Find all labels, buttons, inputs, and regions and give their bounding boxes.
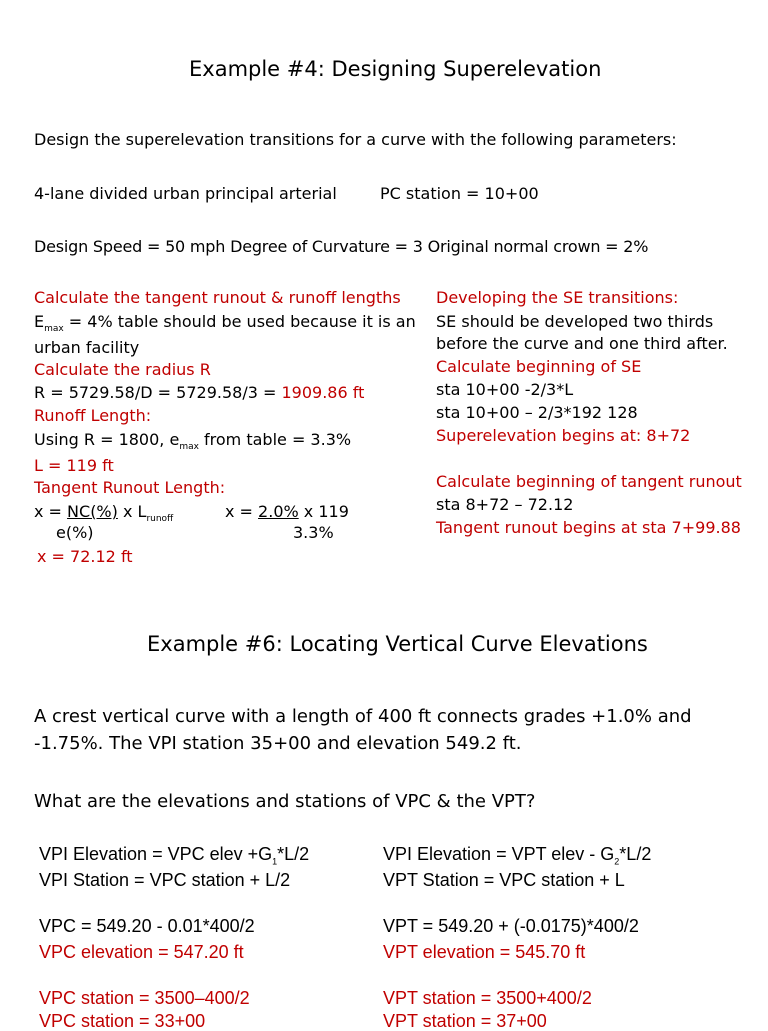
tangent-subscript: runoff	[146, 514, 174, 525]
station-calc-1: sta 10+00 -2/3*L	[436, 380, 574, 399]
vpi-elev-right-b: *L/2	[619, 844, 652, 864]
problem-line1: A crest vertical curve with a length of 400 ft connects grades +1.0% and	[34, 706, 692, 727]
problem-question: What are the elevations and stations of VPC & the VPT?	[34, 791, 536, 812]
superelevation-begins: Superelevation begins at: 8+72	[436, 426, 691, 445]
vpi-elevation-formula-right	[383, 844, 652, 867]
vpi-elev-left-sub: 1	[272, 856, 278, 867]
vpc-elevation-result: VPC elevation = 547.20 ft	[39, 942, 244, 962]
using-text-end: from table = 3.3%	[198, 430, 352, 449]
vpt-station-calculation: VPT station = 3500+400/2	[383, 988, 592, 1008]
design-parameters: Design Speed = 50 mph Degree of Curvature = 3 Original normal crown = 2%	[34, 237, 649, 256]
heading-beginning-runout: Calculate beginning of tangent runout	[436, 472, 742, 491]
tangent-numerator: NC(%)	[67, 502, 118, 521]
tangent-sub-times: x 119	[298, 502, 349, 521]
heading-developing-se: Developing the SE transitions:	[436, 288, 679, 307]
vpc-station-result: VPC station = 33+00	[39, 1011, 206, 1031]
radius-result: 1909.86 ft	[281, 383, 365, 402]
tangent-sub-denominator: 3.3%	[293, 523, 334, 542]
vpt-calculation: VPT = 549.20 + (-0.0175)*400/2	[383, 916, 639, 936]
station-calc-2: sta 10+00 – 2/3*192 128	[436, 403, 638, 422]
vpc-station-calculation: VPC station = 3500–400/2	[39, 988, 250, 1008]
example4-title: Example #4: Designing Superelevation	[189, 57, 602, 81]
using-radius	[34, 430, 352, 453]
se-development-line1: SE should be developed two thirds	[436, 312, 714, 331]
heading-tangent-runout: Tangent Runout Length:	[34, 478, 226, 497]
vpi-elev-right-sub: 2	[614, 856, 620, 867]
vpt-station-result: VPT station = 37+00	[383, 1011, 547, 1031]
vpi-station-formula: VPI Station = VPC station + L/2	[39, 870, 291, 890]
tangent-x: x =	[34, 502, 68, 521]
emax-statement	[34, 312, 416, 335]
emax-text: = 4% table should be used because it is an	[63, 312, 416, 331]
vpc-calculation: VPC = 549.20 - 0.01*400/2	[39, 916, 255, 936]
tangent-runout-begins: Tangent runout begins at sta 7+99.88	[436, 518, 741, 537]
tangent-substitution	[225, 504, 349, 520]
radius-calc	[34, 385, 364, 401]
emax-statement-cont: urban facility	[34, 338, 140, 357]
heading-radius: Calculate the radius R	[34, 360, 211, 379]
using-subscript: max	[179, 442, 199, 453]
tangent-formula	[34, 502, 174, 525]
problem-line2: -1.75%. The VPI station 35+00 and elevation 549.2 ft.	[34, 733, 522, 754]
example4-intro: Design the superelevation transitions for a curve with the following parameters:	[34, 130, 677, 149]
example6-title: Example #6: Locating Vertical Curve Elevations	[147, 632, 648, 656]
vpi-elev-left-a: VPI Elevation = VPC elev +G	[39, 844, 273, 864]
tangent-denominator: e(%)	[56, 523, 94, 542]
se-development-line2: before the curve and one third after.	[436, 334, 728, 353]
station-calc-3: sta 8+72 – 72.12	[436, 495, 574, 514]
radius-formula: R = 5729.58/D = 5729.58/3 =	[34, 383, 282, 402]
tangent-runout-result: x = 72.12 ft	[37, 547, 133, 566]
using-text: Using R = 1800, e	[34, 430, 180, 449]
vpi-elevation-formula-left	[39, 844, 310, 867]
pc-station: PC station = 10+00	[380, 184, 539, 203]
heading-beginning-se: Calculate beginning of SE	[436, 357, 642, 376]
facility-type: 4-lane divided urban principal arterial	[34, 184, 337, 203]
tangent-sub-x: x =	[225, 502, 259, 521]
heading-runoff-length: Runoff Length:	[34, 406, 152, 425]
vpi-elev-right-a: VPI Elevation = VPT elev - G	[383, 844, 615, 864]
emax-symbol: E	[34, 312, 45, 331]
runoff-length-result: L = 119 ft	[34, 456, 114, 475]
vpi-elev-left-b: *L/2	[277, 844, 310, 864]
tangent-sub-numerator: 2.0%	[258, 502, 299, 521]
emax-subscript: max	[44, 324, 64, 335]
vpt-station-formula: VPT Station = VPC station + L	[383, 870, 625, 890]
heading-runout-runoff: Calculate the tangent runout & runoff lengths	[34, 288, 401, 307]
tangent-times: x L	[117, 502, 147, 521]
vpt-elevation-result: VPT elevation = 545.70 ft	[383, 942, 586, 962]
